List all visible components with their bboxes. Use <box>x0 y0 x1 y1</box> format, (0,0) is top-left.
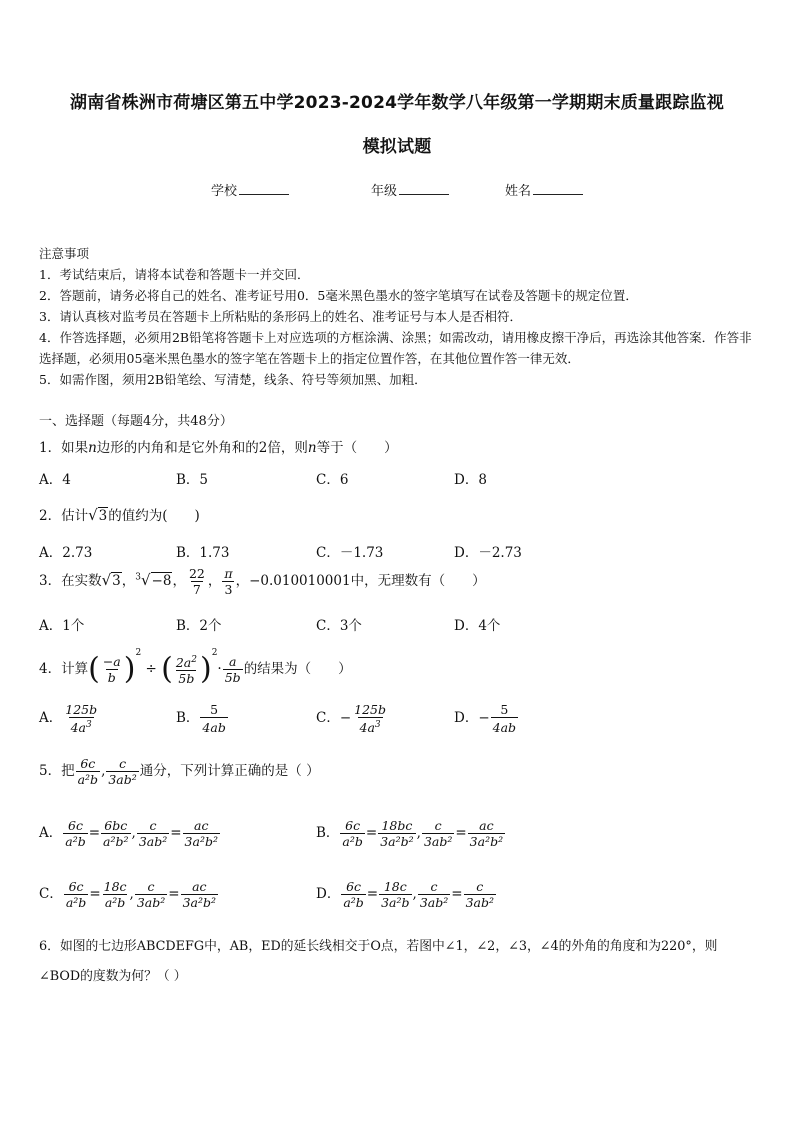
fraction: $\frac{-a}{b}$ <box>102 654 121 685</box>
grade-label: 年级 <box>371 184 398 199</box>
fraction: $\frac{2a^2}{5b}$ <box>175 654 197 687</box>
question-5: 5．把 $\frac{6c}{\text{a²b}}$ , $\frac{c}{\text{3ab²}}$ 通分，下列计算正确的是（ ） <box>39 756 320 787</box>
notice-item: 5．如需作图，须用2B铅笔绘、写清楚，线条、符号等须加黑、加粗． <box>39 372 427 387</box>
q2-option-c: C．－1.73 <box>316 545 384 561</box>
question-4: 4．计算( $\frac{-a}{b}$ )$^2$ ÷ ( $\frac{2a^2}{5b}$ )$^2$· $\frac{a}{5b}$ 的结果为（ ） <box>39 648 352 687</box>
q3-option-b: B．2个 <box>176 618 222 634</box>
notice-item: 2．答题前，请务必将自己的姓名、准考证号用0．5毫米黑色墨水的签字笔填写在试卷及答题卡的规定位置． <box>39 288 638 303</box>
sqrt-symbol: √3 <box>88 506 108 524</box>
question-3: 3．在实数√3，$^3$√−8， $\frac{22}{7}$ ， $\frac{\pi}{3}$ ，−0.010010001中，无理数有（ ） <box>39 566 486 597</box>
notice-item: 1．考试结束后，请将本试卷和答题卡一并交回． <box>39 267 310 282</box>
q2-option-b: B．1.73 <box>176 545 230 561</box>
name-label: 姓名 <box>505 184 532 199</box>
q4-option-b: B． $\frac{5}{4ab}$ <box>176 702 226 736</box>
section-title: 一、选择题（每题4分，共48分） <box>39 414 233 429</box>
q5-option-b: B． $\frac{6c}{\text{a²b}}$ = $\frac{18bc}{\text{3a²b²}}$ , $\frac{c}{\text{3ab²}}$ = $\frac{ac}{\text{3a²b²}}$ <box>316 818 504 849</box>
q4-option-c: C．− $\frac{125b}{4a^3}$ <box>316 702 387 736</box>
question-2: 2．估计√3的值约为( ) <box>39 506 200 524</box>
grade-blank <box>399 182 449 195</box>
q5-option-c: C． $\frac{6c}{\text{a²b}}$ = $\frac{18c}{\text{a²b}}$ , $\frac{c}{\text{3ab²}}$ = $\frac{ac}{\text{3a²b²}}$ <box>39 879 217 910</box>
q2-option-d: D．－2.73 <box>454 545 522 561</box>
q1-option-a: A．4 <box>39 472 71 488</box>
fraction: $\frac{c}{\text{3ab²}}$ <box>108 756 137 787</box>
fraction: $\frac{\pi}{3}$ <box>224 566 233 597</box>
notice-block <box>39 243 759 390</box>
question-6-line2: ∠BOD的度数为何？（ ） <box>39 969 187 984</box>
sqrt-symbol: √3 <box>101 571 121 589</box>
name-field <box>505 180 583 199</box>
notice-item: 4．作答选择题，必须用2B铅笔将答题卡上对应选项的方框涂满、涂黑；如需改动，请用橡皮擦干净后，再选涂其他答案．作答非选择题，必须用05毫米黑色墨水的签字笔在答题卡上的指定位置作答，在其他位置作答一律无效． <box>39 330 752 366</box>
school-blank <box>239 182 289 195</box>
name-blank <box>533 182 583 195</box>
fraction: $\frac{a}{5b}$ <box>224 654 241 685</box>
q4-option-a: A． $\frac{125b}{4a^3}$ <box>39 702 98 736</box>
q3-option-d: D．4个 <box>454 618 501 634</box>
grade-field <box>371 180 449 199</box>
fraction: $\frac{6c}{\text{a²b}}$ <box>77 756 99 787</box>
q1-option-c: C．6 <box>316 472 349 488</box>
exam-title-line2: 模拟试题 <box>362 137 432 157</box>
question-6-line1: 6．如图的七边形ABCDEFG中，AB，ED的延长线相交于O点，若图中∠1，∠2，∠3，∠4的外角的角度和为220°，则 <box>39 939 718 954</box>
q2-option-a: A．2.73 <box>39 545 93 561</box>
notice-item: 3．请认真核对监考员在答题卡上所粘贴的条形码上的姓名、准考证号与本人是否相符． <box>39 309 522 324</box>
school-label: 学校 <box>211 184 238 199</box>
notice-heading: 注意事项 <box>39 246 90 261</box>
q4-option-d: D．− $\frac{5}{4ab}$ <box>454 702 517 736</box>
cube-root-symbol: √−8 <box>140 571 172 589</box>
q3-option-c: C．3个 <box>316 618 362 634</box>
q3-option-a: A．1个 <box>39 618 85 634</box>
q5-option-d: D． $\frac{6c}{\text{a²b}}$ = $\frac{18c}{\text{3a²b}}$ , $\frac{c}{\text{3ab²}}$ = $\frac{c}{\text{3ab²}}$ <box>316 879 494 910</box>
school-field <box>211 180 289 199</box>
question-1: 1．如果n边形的内角和是它外角和的2倍，则n等于（ ） <box>39 440 398 456</box>
fraction: $\frac{22}{7}$ <box>188 566 205 597</box>
q1-option-b: B．5 <box>176 472 209 488</box>
exam-title-line1: 湖南省株洲市荷塘区第五中学2023-2024学年数学八年级第一学期期末质量跟踪监视 <box>70 93 724 113</box>
q5-option-a: A． $\frac{6c}{\text{a²b}}$ = $\frac{6bc}{\text{a²b²}}$ , $\frac{c}{\text{3ab²}}$ = $\frac{ac}{\text{3a²b²}}$ <box>39 818 218 849</box>
q1-option-d: D．8 <box>454 472 487 488</box>
